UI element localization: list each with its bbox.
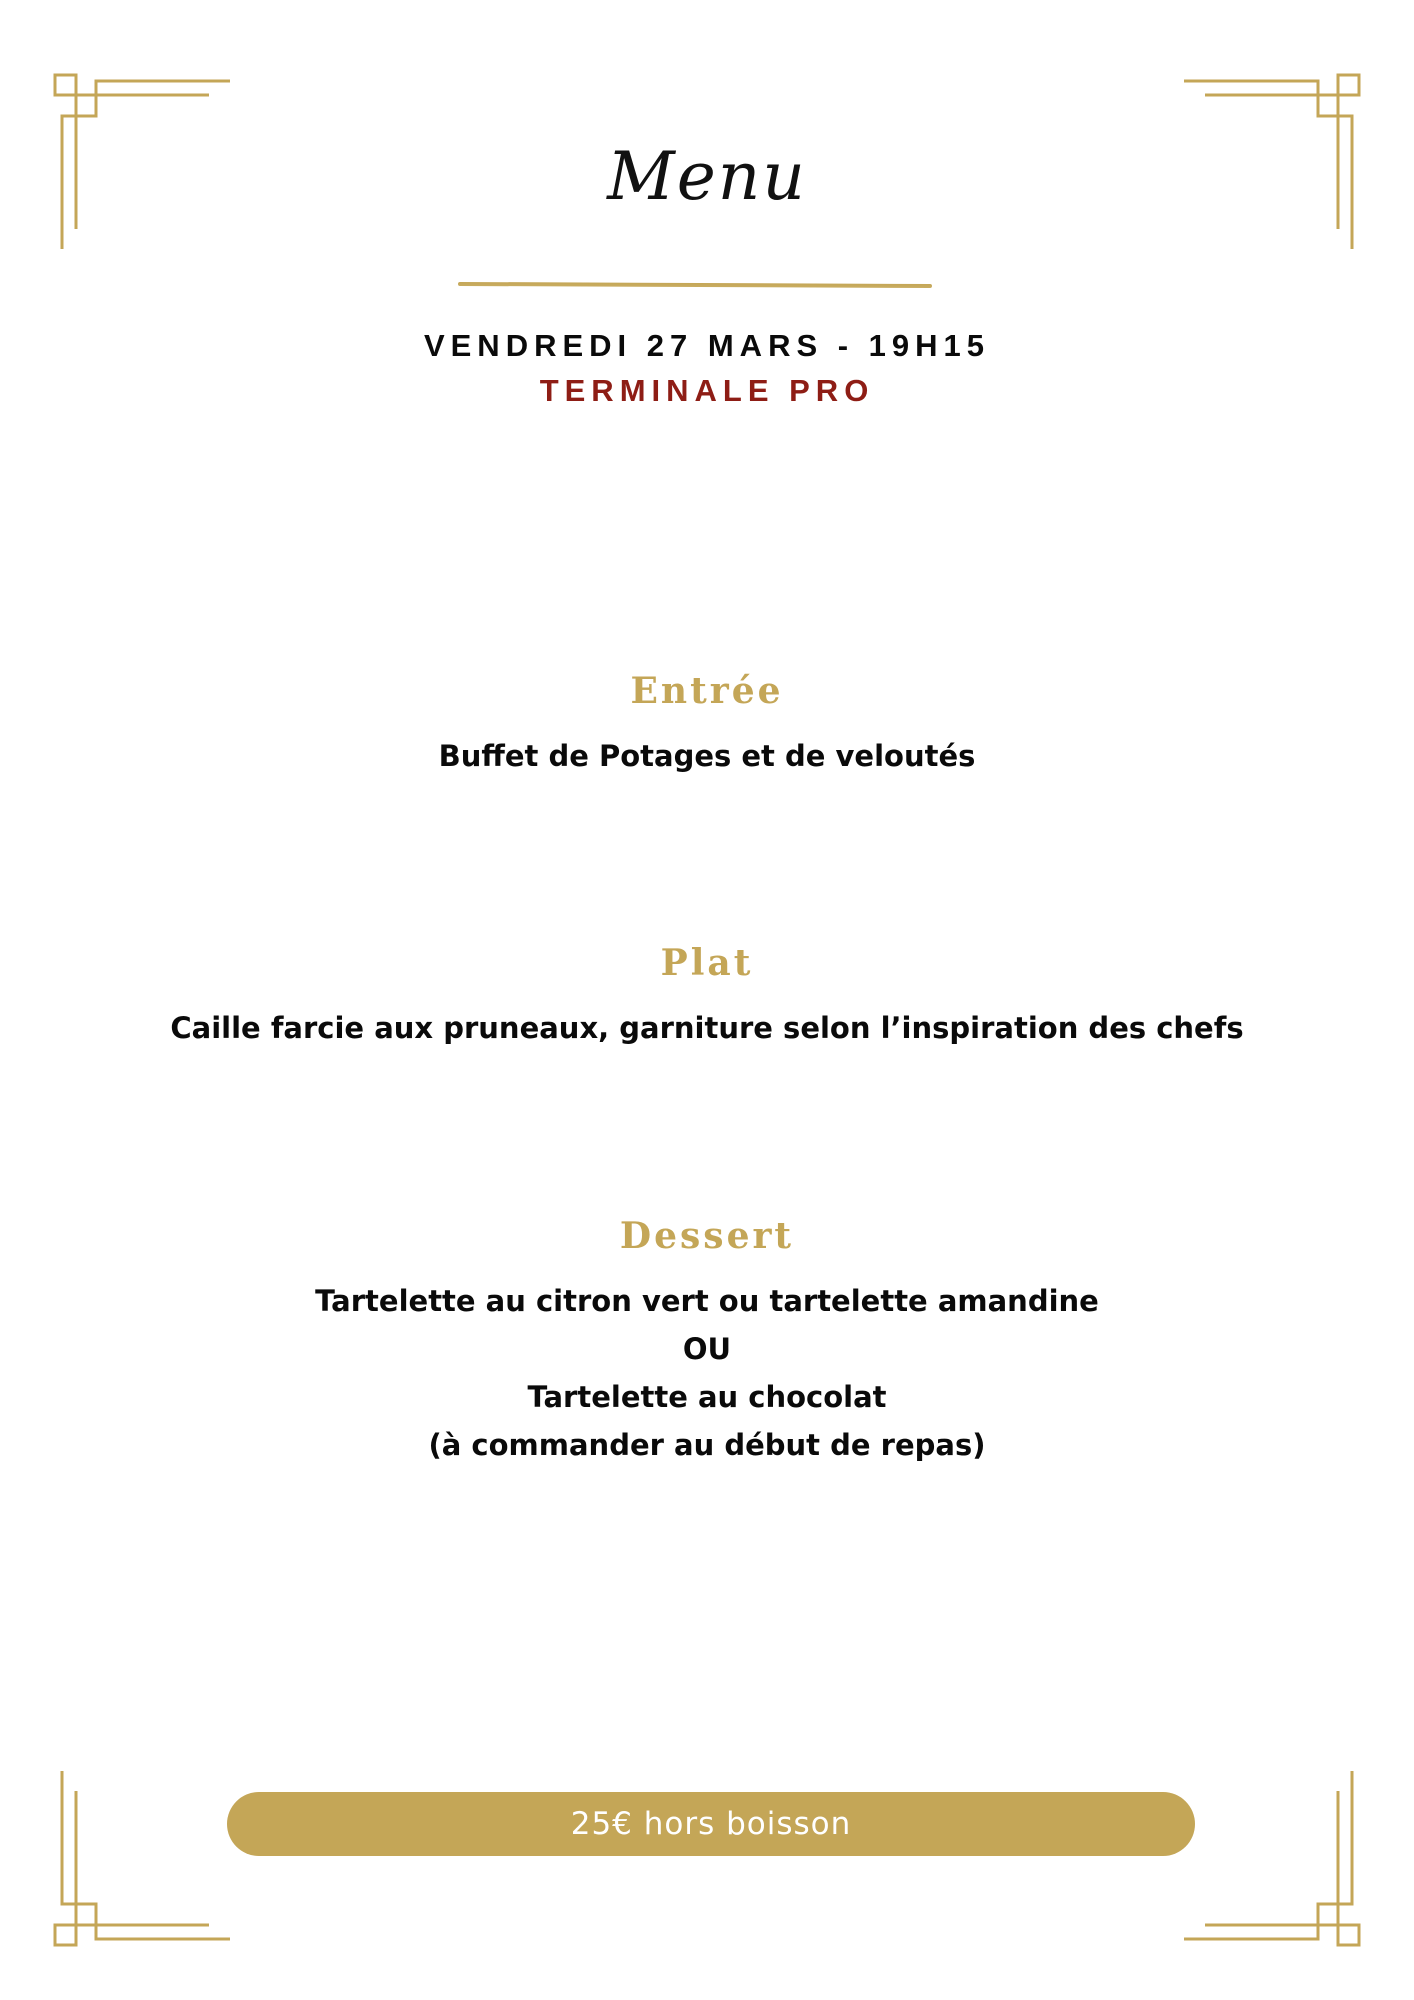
section-title-plat: Plat	[660, 942, 754, 984]
event-date: VENDREDI 27 MARS - 19H15	[423, 328, 991, 363]
section-title-dessert: Dessert	[619, 1215, 795, 1257]
dessert-note: (à commander au début de repas)	[428, 1428, 986, 1462]
dessert-option-1: Tartelette au citron vert ou tartelette amandine	[315, 1284, 1099, 1318]
dessert-option-2: Tartelette au chocolat	[527, 1380, 887, 1414]
section-title-entree: Entrée	[630, 670, 784, 712]
dessert-or: OU	[682, 1332, 732, 1366]
entree-dish: Buffet de Potages et de veloutés	[438, 739, 976, 773]
title-divider	[458, 282, 932, 288]
class-name: TERMINALE PRO	[539, 373, 875, 408]
corner-ornament-bottom-right	[1181, 1767, 1361, 1947]
menu-title: Menu	[607, 138, 807, 215]
corner-ornament-bottom-left	[53, 1767, 233, 1947]
price-badge: 25€ hors boisson	[227, 1792, 1195, 1856]
plat-dish: Caille farcie aux pruneaux, garniture selon l’inspiration des chefs	[170, 1011, 1244, 1045]
